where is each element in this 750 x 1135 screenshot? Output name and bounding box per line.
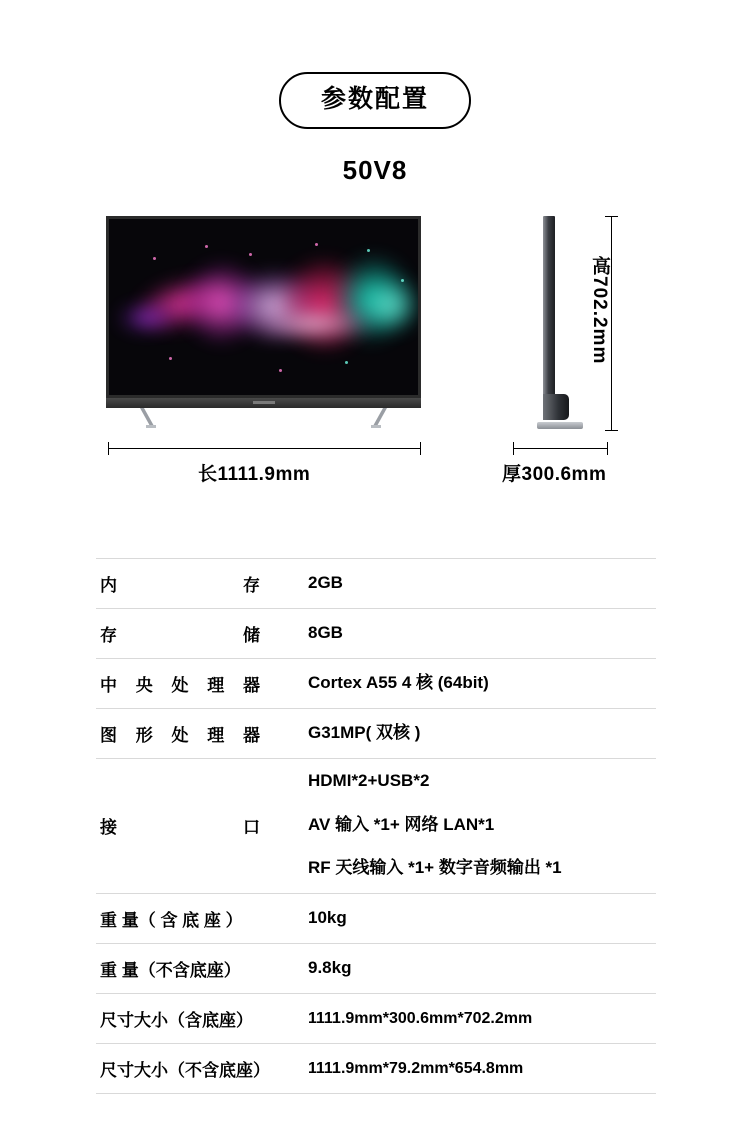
- height-tick-bottom: [605, 430, 618, 431]
- tv-side-housing: [543, 394, 569, 420]
- width-dimension-label: 长1111.9mm: [198, 464, 311, 485]
- spec-value-ports-line-2: AV 输入 *1+ 网络 LAN*1: [308, 814, 495, 834]
- spec-key-char: 内: [100, 576, 117, 595]
- spec-value-storage: 8GB: [308, 623, 343, 643]
- tv-side-panel: [543, 216, 555, 394]
- spec-value-size-without-stand: 1111.9mm*79.2mm*654.8mm: [308, 1059, 524, 1077]
- width-tick-right: [420, 442, 421, 455]
- spec-key-size-with-stand: 尺寸大小（含底座）: [100, 1010, 253, 1030]
- spec-value-ports-line-3: RF 天线输入 *1+ 数字音频输出 *1: [308, 858, 562, 878]
- height-dimension-label: 高702.2mm: [589, 256, 610, 365]
- spec-key-char: 央: [135, 676, 153, 695]
- page-title: 50V8: [342, 155, 408, 185]
- spec-key-char: 处: [171, 726, 189, 745]
- table-row: [96, 759, 656, 894]
- header-badge-wrap: [0, 0, 750, 129]
- tv-stand-legs: [106, 408, 421, 430]
- spec-key-weight-without-stand: 重 量（不含底座）: [100, 960, 241, 980]
- section-title-badge: 参数配置: [279, 72, 471, 129]
- width-dimension-line: [108, 448, 421, 449]
- spec-key-char: 器: [243, 676, 260, 695]
- table-row: [96, 709, 656, 759]
- spec-value-size-with-stand: 1111.9mm*300.6mm*702.2mm: [308, 1009, 533, 1027]
- depth-dimension-label: 厚300.6mm: [502, 464, 607, 485]
- spec-value-gpu: G31MP( 双核 ): [308, 723, 421, 743]
- spec-key-char: 储: [243, 626, 260, 645]
- tv-bezel-bottom: [106, 398, 421, 408]
- table-row: [96, 609, 656, 659]
- spec-key-gpu: [96, 709, 304, 759]
- table-row: [96, 943, 656, 993]
- spec-key-char: 接: [100, 818, 117, 838]
- product-diagram: [0, 216, 750, 485]
- tv-side-view: [537, 216, 583, 429]
- table-row: [96, 993, 656, 1043]
- depth-dimension-line: [513, 448, 608, 449]
- width-tick-left: [108, 442, 109, 455]
- spec-key-char: 口: [243, 818, 260, 838]
- tv-screen-image: [106, 216, 421, 398]
- spec-key-cpu: [96, 659, 304, 709]
- tv-leg-right: [371, 408, 401, 428]
- spec-key-char: 图: [100, 726, 117, 745]
- spec-value-ports: [304, 759, 656, 894]
- spec-value-weight-without-stand: 9.8kg: [308, 958, 352, 978]
- spec-key-char: 形: [135, 726, 153, 745]
- spec-value-memory: 2GB: [308, 573, 343, 593]
- spec-key-char: 理: [207, 726, 225, 745]
- spec-key-char: 器: [243, 726, 260, 745]
- tv-side-base: [537, 422, 583, 429]
- spec-key-char: 处: [171, 676, 189, 695]
- spec-value-cpu: Cortex A55 4 核 (64bit): [308, 673, 489, 693]
- model-name-wrap: [0, 155, 750, 186]
- spec-key-storage: [96, 609, 304, 659]
- depth-tick-left: [513, 442, 514, 455]
- spec-key-char: 中: [100, 676, 117, 695]
- height-tick-top: [605, 216, 618, 217]
- depth-tick-right: [607, 442, 608, 455]
- table-row: [96, 559, 656, 609]
- spec-value-ports-line-1: HDMI*2+USB*2: [308, 771, 430, 790]
- tv-leg-left: [126, 408, 156, 428]
- spec-key-weight-with-stand: 重 量（ 含 底 座 ）: [100, 910, 243, 930]
- spec-key-ports: [96, 759, 304, 894]
- spec-table: [96, 558, 656, 1094]
- table-row: [96, 659, 656, 709]
- table-row: [96, 893, 656, 943]
- spec-key-char: 存: [100, 626, 117, 645]
- spec-key-char: 理: [207, 676, 225, 695]
- spec-key-char: 存: [243, 576, 260, 595]
- spec-key-memory: [96, 559, 304, 609]
- tv-front-view: [106, 216, 421, 430]
- table-row: [96, 1043, 656, 1093]
- spec-key-size-without-stand: 尺寸大小（不含底座）: [100, 1060, 270, 1080]
- spec-value-weight-with-stand: 10kg: [308, 908, 347, 928]
